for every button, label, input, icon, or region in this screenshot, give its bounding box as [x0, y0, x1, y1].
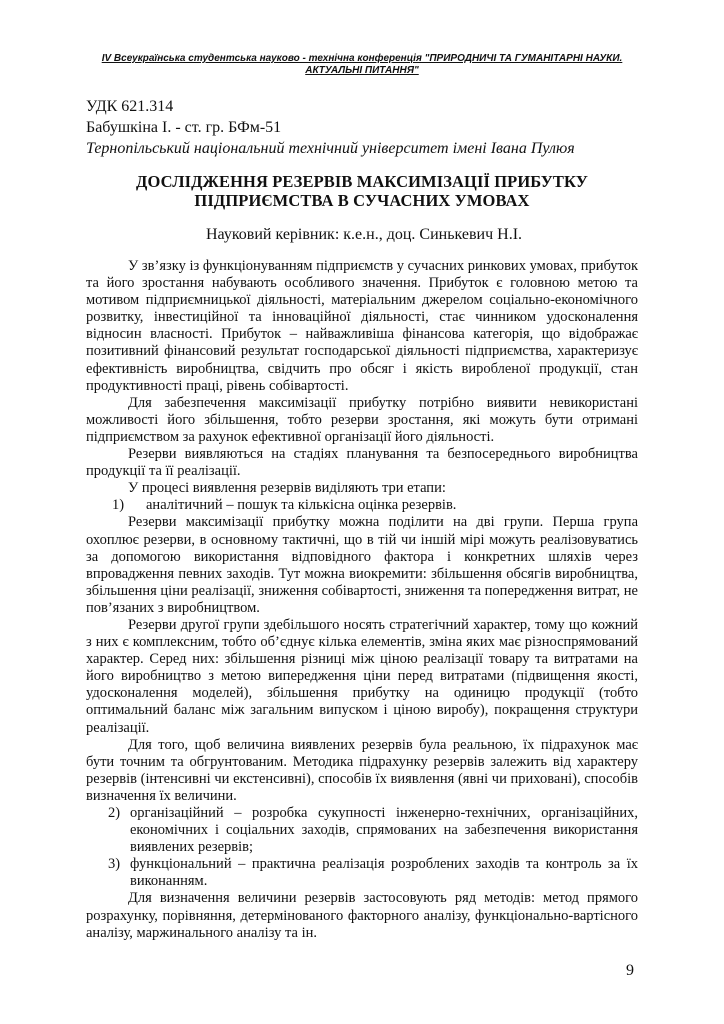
paragraph-1: У зв’язку із функціонуванням підприємств у сучасних ринкових умовах, прибуток та його зростання набувають особливого значення. Прибуток є головною метою та мотивом підприємницької діяльності, матеріальним джерелом соціально-економічного розвитку, інвестиційної та інноваційної діяльності, стає чинником удосконалення відносин власності. Прибуток – найважливіша фінансова категорія, що відображає позитивний фінансовий результат господарської діяльності підприємства, характеризує ефективність виробництва, свідчить про обсяг і якість виробленої продукції, стан продуктивності праці, рівень собівартості. [86, 258, 638, 394]
list-item-1-number: 1) [112, 497, 125, 514]
list-item-2-number: 2) [108, 805, 121, 821]
conference-header [84, 53, 640, 77]
article-title-line2: ПІДПРИЄМСТВА В СУЧАСНИХ УМОВАХ [194, 191, 530, 210]
paragraph-8: Для визначення величини резервів застосовують ряд методів: метод прямого розрахунку, порівняння, детермінованого факторного аналізу, функціонально-вартісного аналізу, маржинального аналізу та ін. [86, 890, 638, 941]
paragraph-6: Резерви другої групи здебільшого носять стратегічний характер, тому що кожний з них є комплексним, тобто об’єднує кілька елементів, зміна яких має різноспрямований характер. Серед них: збільшення різниці між ціною реалізації товару та витратами на його виробництво з метою випередження ціни перед витратами (підвищення якості, удосконалення моделей), збільшення прибутку на одиницю продукції (тобто оптимальний баланс між загальним випуском і ціною виробу), покращення структури реалізації. [86, 616, 638, 736]
list-item-3-text: функціональний – практична реалізація розроблених заходів та контроль за їх виконанням. [130, 856, 638, 890]
paragraph-2: Для забезпечення максимізації прибутку потрібно виявити невикористані можливості його збільшення, тобто резерви зростання, які можуть бути отримані підприємством за рахунок ефективної організації його діяльності. [86, 394, 638, 445]
article-title [84, 172, 640, 210]
paragraph-4: У процесі виявлення резервів виділяють три етапи: [128, 480, 446, 497]
university: Тернопільський національний технічний університет імені Івана Пулюя [86, 140, 575, 157]
list-item-3 [86, 856, 638, 890]
page-number: 9 [626, 962, 634, 979]
conference-header-line2: АКТУАЛЬНІ ПИТАННЯ" [305, 65, 419, 76]
supervisor: Науковий керівник: к.е.н., доц. Синькевич Н.І. [205, 226, 523, 243]
paragraph-7: Для того, щоб величина виявлених резервів була реальною, їх підрахунок має бути точним та обгрунтованим. Методика підрахунку резервів залежить від характеру резервів (інтенсивні чи екстенсивні), способів їх виявлення (явні чи приховані), способів визначення їх величини. [86, 736, 638, 804]
conference-header-line1: IV Всеукраїнська студентська науково - технічна конференція "ПРИРОДНИЧІ ТА ГУМАНІТАРНІ НАУКИ. [101, 53, 623, 64]
article-body [86, 258, 638, 942]
article-title-line1: ДОСЛІДЖЕННЯ РЕЗЕРВІВ МАКСИМІЗАЦІЇ ПРИБУТКУ [136, 172, 588, 191]
list-item-1-text: аналітичний – пошук та кількісна оцінка резервів. [146, 497, 457, 514]
paragraph-5: Резерви максимізації прибутку можна поділити на дві групи. Перша група охоплює резерви, в основному тактичні, що в тій чи іншій мірі можуть реалізовуватись за допомогою використання відповідного фактора і конкретних шляхів через впровадження певних заходів. Тут можна виокремити: збільшення обсягів виробництва, збільшення ціни реалізації, зниження собівартості, зниження та попередження витрат, не пов’язаних з виробництвом. [86, 514, 638, 616]
list-item-2-text: організаційний – розробка сукупності інженерно-технічних, організаційних, економічних і соціальних заходів, спрямованих на забезпечення використання виявлених резервів; [130, 805, 638, 856]
udk-code: УДК 621.314 [86, 98, 174, 115]
list-item-1 [86, 497, 638, 514]
list-item-2 [86, 805, 638, 856]
list-item-3-number: 3) [108, 856, 121, 873]
author: Бабушкіна І. - ст. гр. БФм-51 [86, 119, 282, 136]
article-meta [86, 96, 575, 159]
paragraph-3: Резерви виявляються на стадіях планування та безпосереднього виробництва продукції та її реалізації. [86, 446, 638, 480]
